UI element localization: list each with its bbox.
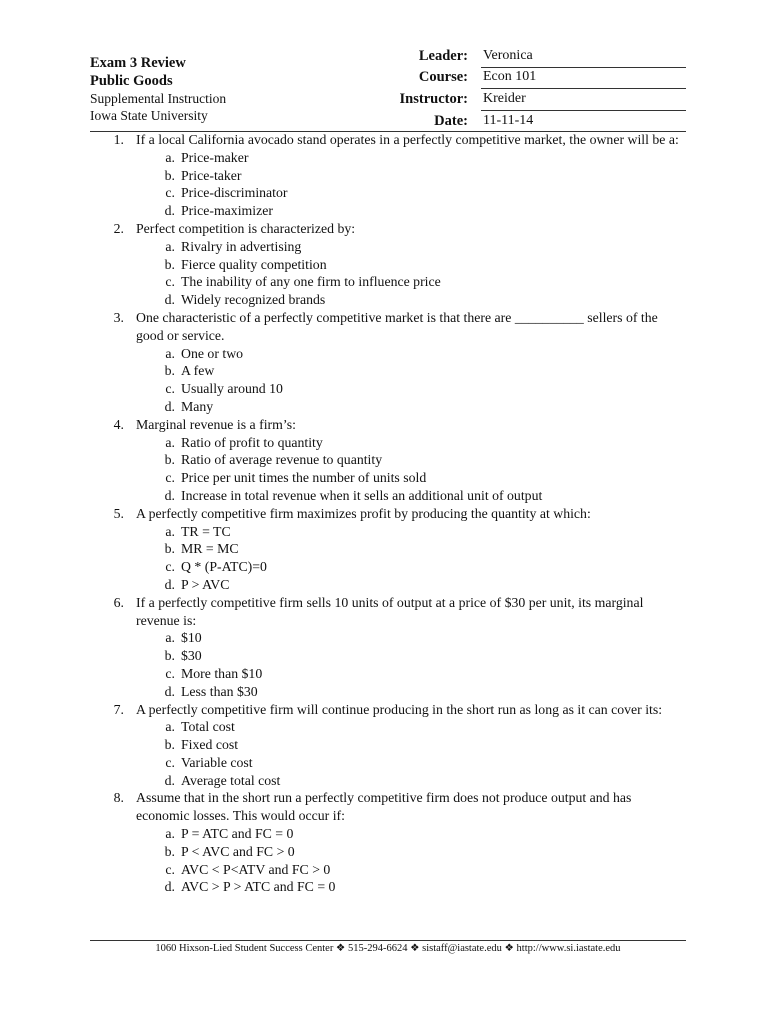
- option-text: TR = TC: [181, 523, 231, 539]
- question-text: If a local California avocado stand operates in a perfectly competitive market, the owner will be a:: [136, 132, 679, 147]
- document-title: Exam 3 Review: [90, 55, 186, 71]
- date-value: 11-11-14: [483, 113, 534, 128]
- question-3: [90, 309, 686, 416]
- option-item: [165, 629, 686, 647]
- program-name: Supplemental Instruction: [90, 91, 227, 106]
- option-item: [164, 256, 686, 274]
- option-text: P < AVC and FC > 0: [181, 843, 295, 859]
- option-letter: a.: [165, 523, 175, 539]
- footer-divider: [90, 940, 686, 941]
- leader-value: Veronica: [481, 48, 686, 68]
- question-number: 3.: [113, 309, 124, 325]
- option-letter: d.: [164, 487, 175, 503]
- option-item: [164, 291, 686, 309]
- option-item: [165, 861, 686, 879]
- option-text: Variable cost: [181, 754, 253, 770]
- question-8: [90, 789, 686, 896]
- option-letter: a.: [165, 149, 175, 165]
- question-text: One characteristic of a perfectly competitive market is that there are __________ sellers of the good or service.: [136, 309, 658, 343]
- option-letter: b.: [164, 843, 175, 859]
- option-text: Ratio of average revenue to quantity: [181, 452, 383, 468]
- document-subtitle: Public Goods: [90, 73, 173, 89]
- option-text: $10: [181, 630, 202, 646]
- course-field: [390, 67, 686, 89]
- option-letter: c.: [165, 274, 175, 290]
- option-text: Increase in total revenue when it sells an additional unit of output: [181, 487, 543, 503]
- option-letter: c.: [165, 861, 175, 877]
- option-letter: a.: [165, 630, 175, 646]
- question-text: Marginal revenue is a firm’s:: [136, 416, 296, 432]
- option-list: [136, 238, 686, 309]
- option-list: [136, 345, 686, 416]
- leader-field: [390, 46, 686, 68]
- option-text: A few: [181, 363, 215, 379]
- option-letter: b.: [164, 363, 175, 379]
- question-list: [90, 131, 686, 896]
- option-list: [136, 718, 686, 789]
- option-text: P = ATC and FC = 0: [181, 826, 294, 842]
- option-item: [164, 398, 686, 416]
- university-name: Iowa State University: [90, 108, 208, 123]
- page-footer: 1060 Hixson-Lied Student Success Center ❖ 515-294-6624 ❖ sistaff@iastate.edu ❖ http://www.si.iastate.edu: [155, 943, 621, 954]
- option-letter: c.: [165, 470, 175, 486]
- option-letter: d.: [164, 683, 175, 699]
- option-letter: c.: [165, 559, 175, 575]
- option-letter: b.: [164, 167, 175, 183]
- option-letter: a.: [165, 434, 175, 450]
- instructor-value: Kreider: [481, 91, 686, 111]
- question-number: 2.: [113, 220, 124, 236]
- option-item: [165, 380, 686, 398]
- option-item: [164, 540, 686, 558]
- question-7: [90, 701, 686, 790]
- date-label: Date:: [434, 113, 468, 129]
- option-letter: b.: [164, 256, 175, 272]
- option-letter: b.: [164, 737, 175, 753]
- option-item: [165, 273, 686, 291]
- option-item: [164, 843, 686, 861]
- option-text: Price-discriminator: [181, 185, 288, 201]
- document-header: [90, 46, 686, 132]
- question-2: [90, 220, 686, 309]
- question-6: [90, 594, 686, 701]
- option-item: [164, 202, 686, 220]
- option-text: MR = MC: [181, 541, 239, 557]
- option-letter: d.: [164, 292, 175, 308]
- option-text: Rivalry in advertising: [181, 238, 302, 254]
- instructor-field: [390, 89, 686, 111]
- option-letter: c.: [165, 185, 175, 201]
- option-letter: b.: [164, 452, 175, 468]
- option-list: [136, 825, 686, 896]
- option-item: [165, 558, 686, 576]
- option-letter: a.: [165, 719, 175, 735]
- option-text: P > AVC: [181, 576, 230, 592]
- option-text: AVC < P<ATV and FC > 0: [181, 861, 331, 877]
- option-text: Widely recognized brands: [181, 292, 326, 308]
- option-item: [165, 469, 686, 487]
- option-item: [164, 167, 686, 185]
- option-letter: d.: [164, 772, 175, 788]
- option-item: [165, 718, 686, 736]
- option-letter: c.: [165, 754, 175, 770]
- option-text: Fixed cost: [181, 737, 239, 753]
- option-item: [164, 647, 686, 665]
- option-letter: d.: [164, 879, 175, 895]
- option-list: [136, 149, 686, 220]
- option-item: [164, 736, 686, 754]
- leader-label: Leader:: [418, 48, 468, 64]
- option-letter: b.: [164, 648, 175, 664]
- option-item: [165, 754, 686, 772]
- option-letter: a.: [165, 238, 175, 254]
- option-letter: a.: [165, 345, 175, 361]
- option-letter: b.: [164, 541, 175, 557]
- option-text: Price-maker: [181, 149, 249, 165]
- option-item: [164, 878, 686, 896]
- option-text: Price-taker: [181, 167, 242, 183]
- option-item: [165, 434, 686, 452]
- option-item: [164, 683, 686, 701]
- question-4: [90, 416, 686, 505]
- option-text: Many: [181, 398, 214, 414]
- option-text: Less than $30: [181, 683, 258, 699]
- question-1: [90, 131, 686, 220]
- course-label: Course:: [418, 69, 468, 85]
- option-list: [136, 523, 686, 594]
- question-text: A perfectly competitive firm will continue producing in the short run as long as it can cover its:: [136, 701, 663, 717]
- date-field: [390, 111, 686, 133]
- option-letter: c.: [165, 381, 175, 397]
- question-number: 5.: [113, 505, 124, 521]
- question-number: 6.: [113, 594, 124, 610]
- option-item: [164, 576, 686, 594]
- option-item: [165, 238, 686, 256]
- option-item: [164, 487, 686, 505]
- option-item: [164, 362, 686, 380]
- course-value: Econ 101: [481, 69, 686, 89]
- option-text: Total cost: [181, 719, 235, 735]
- option-text: Q * (P-ATC)=0: [181, 559, 267, 575]
- option-item: [165, 825, 686, 843]
- option-item: [165, 149, 686, 167]
- question-text: If a perfectly competitive firm sells 10 units of output at a price of $30 per unit, its marginal revenue is:: [136, 594, 644, 628]
- question-5: [90, 505, 686, 594]
- option-text: Fierce quality competition: [181, 256, 327, 272]
- option-letter: d.: [164, 576, 175, 592]
- option-item: [165, 345, 686, 363]
- question-number: 8.: [113, 790, 124, 806]
- question-text: Perfect competition is characterized by:: [136, 220, 356, 236]
- option-text: More than $10: [181, 665, 263, 681]
- question-text: A perfectly competitive firm maximizes profit by producing the quantity at which:: [136, 505, 591, 521]
- question-number: 7.: [113, 701, 124, 717]
- option-list: [136, 434, 686, 505]
- question-number: 4.: [113, 416, 124, 432]
- option-text: Ratio of profit to quantity: [181, 434, 323, 450]
- option-item: [165, 665, 686, 683]
- question-number: 1.: [113, 132, 124, 147]
- option-text: Price-maximizer: [181, 203, 273, 219]
- option-text: $30: [181, 648, 202, 664]
- option-item: [165, 523, 686, 541]
- option-text: Average total cost: [181, 772, 281, 788]
- option-text: AVC > P > ATC and FC = 0: [181, 879, 336, 895]
- option-letter: d.: [164, 398, 175, 414]
- option-text: Price per unit times the number of units sold: [181, 470, 427, 486]
- instructor-label: Instructor:: [399, 91, 468, 107]
- option-letter: d.: [164, 203, 175, 219]
- option-item: [165, 184, 686, 202]
- option-text: One or two: [181, 345, 244, 361]
- option-list: [136, 629, 686, 700]
- option-item: [164, 451, 686, 469]
- question-text: Assume that in the short run a perfectly competitive firm does not produce output and has economic losses. This would occur if:: [136, 790, 632, 824]
- option-text: Usually around 10: [181, 381, 283, 397]
- option-letter: c.: [165, 665, 175, 681]
- option-letter: a.: [165, 826, 175, 842]
- option-item: [164, 772, 686, 790]
- option-text: The inability of any one firm to influence price: [181, 274, 441, 290]
